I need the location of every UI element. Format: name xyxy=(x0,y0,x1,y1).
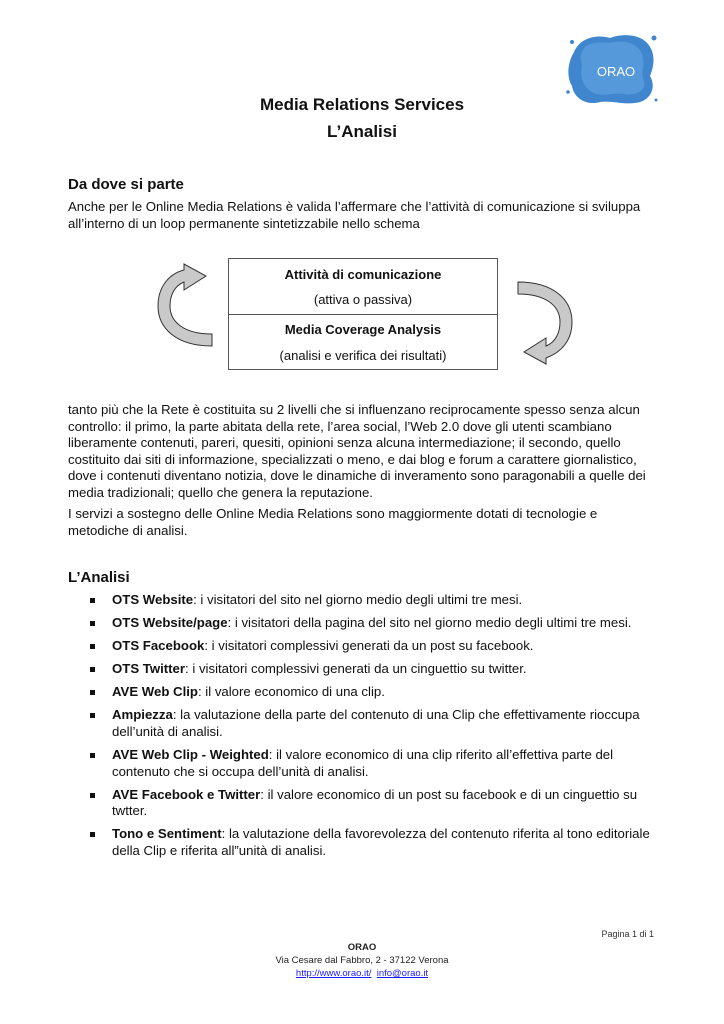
list-item-desc: : i visitatori complessivi generati da un cinguettio su twitter. xyxy=(185,661,527,677)
loop-arrow-left-icon xyxy=(154,262,216,358)
schema-row1-title: Attività di comunicazione xyxy=(284,267,442,282)
list-item-desc: : i visitatori della pagina del sito nel giorno medio degli ultimi tre mesi. xyxy=(227,615,632,631)
list-item xyxy=(88,826,663,859)
list-item xyxy=(88,747,663,780)
list-item-term: Ampiezza xyxy=(112,707,173,723)
loop-arrow-right-icon xyxy=(514,270,576,366)
list-item-term: AVE Web Clip - Weighted xyxy=(112,747,269,763)
logo-text: ORAO xyxy=(596,64,636,79)
loop-schema xyxy=(228,258,498,370)
bullet-icon xyxy=(90,690,95,695)
bullet-icon xyxy=(90,621,95,626)
list-item xyxy=(88,661,663,678)
page-number: Pagina 1 di 1 xyxy=(601,929,654,939)
list-item-term: OTS Website/page xyxy=(112,615,228,631)
list-item-desc: : il valore economico di una clip riferito all’effettiva parte del contenuto che si occupa dell’unità di analisi. xyxy=(112,747,614,779)
list-item-term: OTS Website xyxy=(112,592,194,607)
list-item xyxy=(88,638,663,655)
section-heading-analisi: L’Analisi xyxy=(68,569,130,586)
bullet-icon xyxy=(90,667,95,672)
page-subtitle: L’Analisi xyxy=(327,122,397,141)
analysis-list xyxy=(88,592,663,866)
list-item xyxy=(88,592,663,609)
bullet-icon xyxy=(90,832,95,837)
email-link[interactable]: info@orao.it xyxy=(376,968,429,979)
footer-address: Via Cesare dal Fabbro, 2 - 37122 Verona xyxy=(275,955,449,966)
list-item-term: OTS Facebook xyxy=(112,638,205,654)
list-item-desc: : il valore economico di una clip. xyxy=(197,684,385,700)
section-heading-start: Da dove si parte xyxy=(68,176,184,193)
schema-divider xyxy=(229,314,497,315)
list-item-term: AVE Facebook e Twitter xyxy=(112,786,261,802)
list-item-desc: : la valutazione della parte del contenuto di una Clip che effettivamente rioccupa dell’unità di analisi. xyxy=(112,707,640,739)
bullet-icon xyxy=(90,644,95,649)
list-item xyxy=(88,787,663,820)
schema-row2-title: Media Coverage Analysis xyxy=(284,322,442,337)
schema-row1-sub: (attiva o passiva) xyxy=(313,292,413,307)
bullet-icon xyxy=(90,793,95,798)
website-link[interactable]: http://www.orao.it/ xyxy=(295,968,372,979)
list-item xyxy=(88,707,663,740)
list-item-term: Tono e Sentiment xyxy=(112,826,222,842)
body-paragraph-network: tanto più che la Rete è costituita su 2 livelli che si influenzano reciprocamente spesso senza alcun controllo: il primo, la parte abitata della rete, l’area social, l’Web 2.0 dove gli utenti scambiano liberamente contenuti, pareri, quesiti, opinioni senza alcuna intermediazione; il secondo, quello costituito dai siti di informazione, specializzati o meno, e dai blog e forum a carattere giornalistico, dove i contenuti diventano notizia, dove le dinamiche di inveramento sono paragonabili a quelle dei media tradizionali; quello che genera la reputazione. xyxy=(68,402,646,500)
list-item-term: AVE Web Clip xyxy=(112,684,198,700)
bullet-icon xyxy=(90,753,95,758)
footer-company: ORAO xyxy=(347,942,377,953)
intro-paragraph: Anche per le Online Media Relations è valida l’affermare che l’attività di comunicazione si sviluppa all’interno di un loop permanente sintetizzabile nello schema xyxy=(68,199,641,231)
schema-row2-sub: (analisi e verifica dei risultati) xyxy=(279,348,447,363)
list-item xyxy=(88,615,663,632)
bullet-icon xyxy=(90,713,95,718)
list-item-desc: : i visitatori complessivi generati da un post su facebook. xyxy=(204,638,534,654)
list-item-desc: : il valore economico di un post su facebook e di un cinguettio su twtter. xyxy=(112,786,638,819)
list-item-desc: : i visitatori del sito nel giorno medio degli ultimi tre mesi. xyxy=(193,592,523,607)
footer-links xyxy=(0,968,724,979)
body-paragraph-services: I servizi a sostegno delle Online Media Relations sono maggiormente dotati di tecnologie e metodiche di analisi. xyxy=(68,506,598,538)
bullet-icon xyxy=(90,598,95,603)
page-title: Media Relations Services xyxy=(259,95,465,114)
list-item-desc: : la valutazione della favorevolezza del contenuto riferita al tono editoriale della Clip e riferita all”unità di analisi. xyxy=(112,826,650,858)
list-item-term: OTS Twitter xyxy=(112,661,186,677)
list-item xyxy=(88,684,663,701)
